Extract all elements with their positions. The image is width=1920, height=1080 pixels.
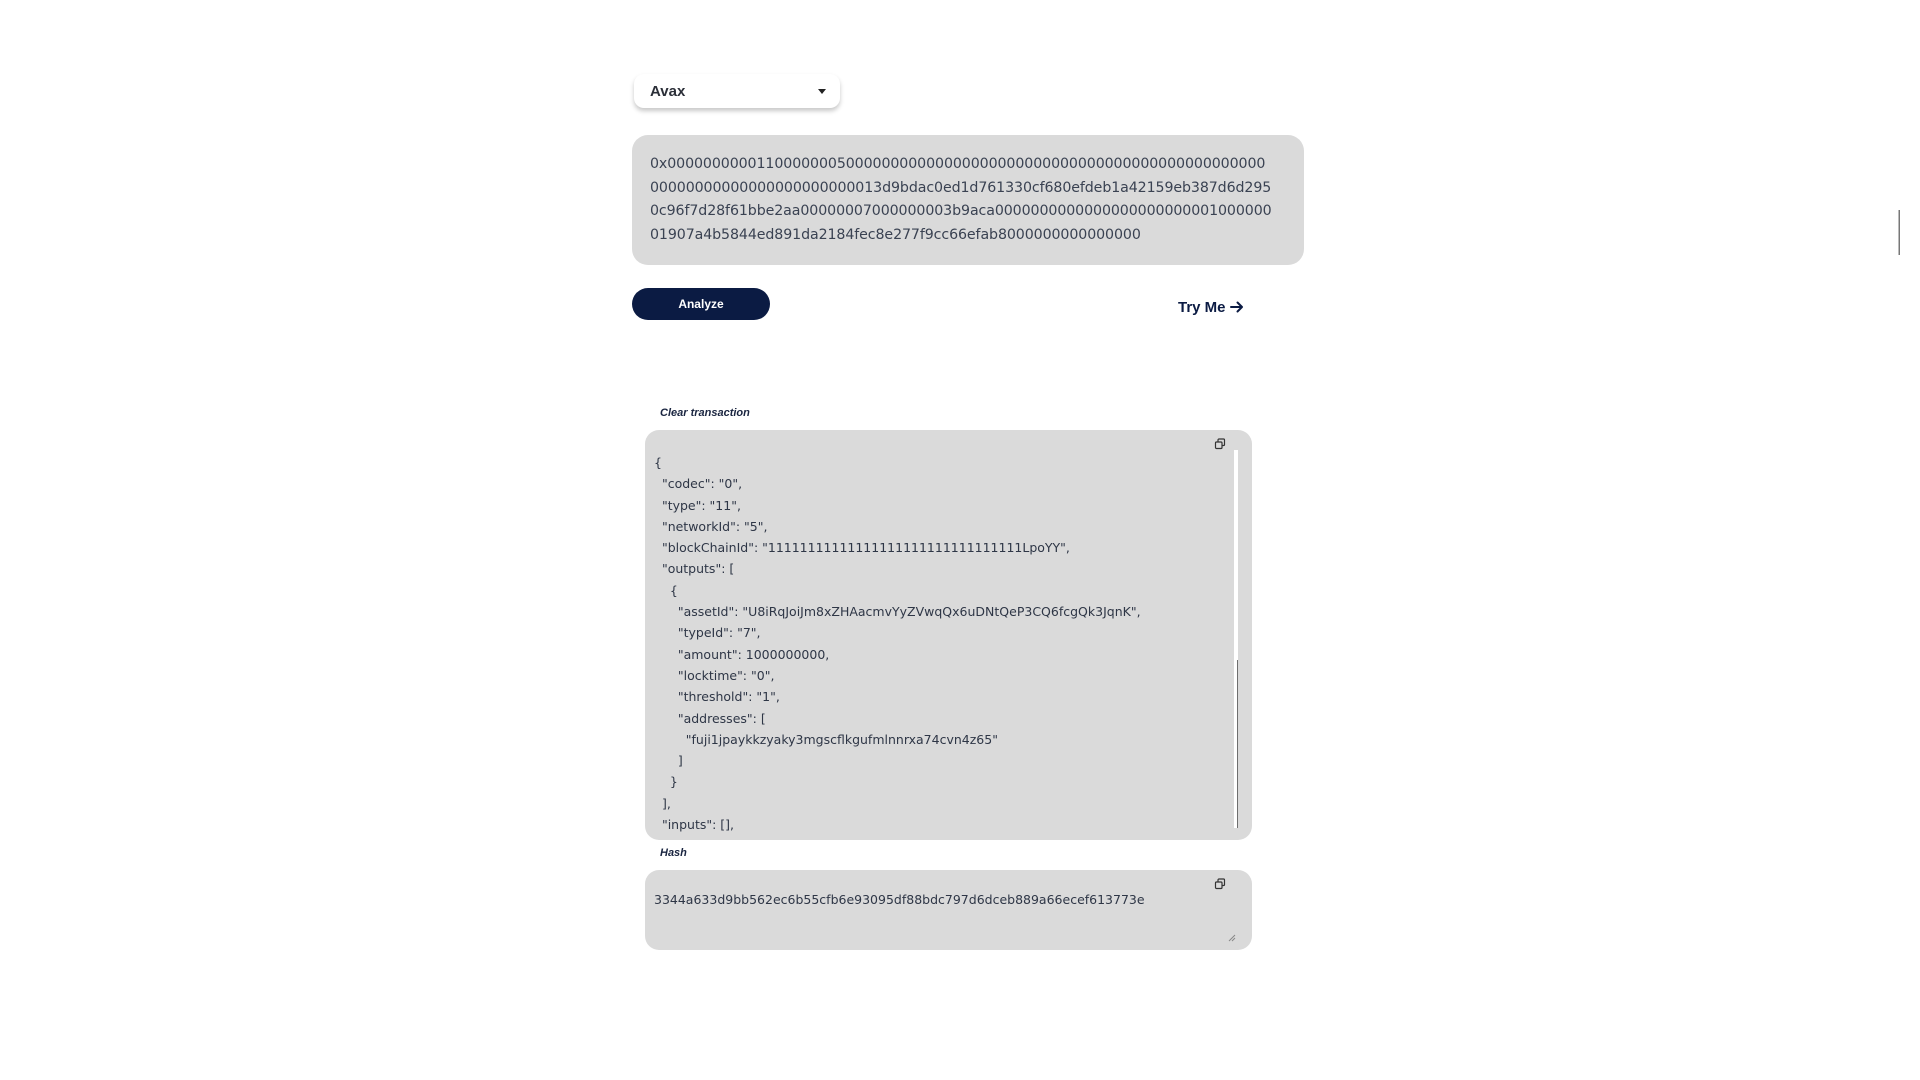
raw-input-scrollbar[interactable] <box>1897 155 1902 255</box>
hash-value: 3344a633d9bb562ec6b55cfb6e93095df88bdc797d6dceb889a66ecef613773e <box>654 892 1145 907</box>
clear-transaction-json: { "codec": "0", "type": "11", "networkId": "5", "blockChainId": "11111111111111111111111111111111LpoYY", "outputs": [ { "assetId": "U8iRqJoiJm8xZHAacmvYyZVwqQx6uDNtQeP3CQ6fcgQk3JqnK", "typeId": "7", "amount": 1000000000, "locktime": "0", "threshold": "1", "addresses": [ "fuji1jpaykkzyaky3mgscflkgufmlnnrxa74cvn4z65" ] } ], "inputs": [], <box>654 455 1141 833</box>
clear-transaction-label: Clear transaction <box>660 407 750 419</box>
clear-transaction-output[interactable] <box>645 430 1252 840</box>
hash-label: Hash <box>660 847 687 859</box>
raw-transaction-input[interactable] <box>632 135 1304 265</box>
hash-output[interactable] <box>645 870 1252 950</box>
json-scrollbar-rail <box>1237 660 1238 828</box>
try-me-label: Try Me <box>1178 298 1226 316</box>
network-select-value: Avax <box>650 82 686 100</box>
chevron-down-icon <box>818 89 826 94</box>
json-scrollbar-thumb[interactable] <box>1234 450 1238 660</box>
resize-handle-icon[interactable] <box>1228 934 1236 942</box>
arrow-right-icon <box>1230 301 1244 313</box>
network-select[interactable] <box>634 74 840 108</box>
try-me-link[interactable] <box>1178 296 1244 318</box>
copy-icon[interactable] <box>1214 878 1226 890</box>
analyze-button[interactable]: Analyze <box>632 288 770 320</box>
copy-icon[interactable] <box>1214 438 1226 450</box>
raw-transaction-text: 0x000000000011000000050000000000000000000000000000000000000000000000000000000000000000000000013d9bdac0ed1d761330cf680efdeb1a42159eb387d6d2950c96f7d28f61bbe2aa00000007000000003b9aca000000000000000000000000100000001907a4b5844ed891da2184fec8e277f9cc66efab8000000000000000 <box>650 156 1272 243</box>
